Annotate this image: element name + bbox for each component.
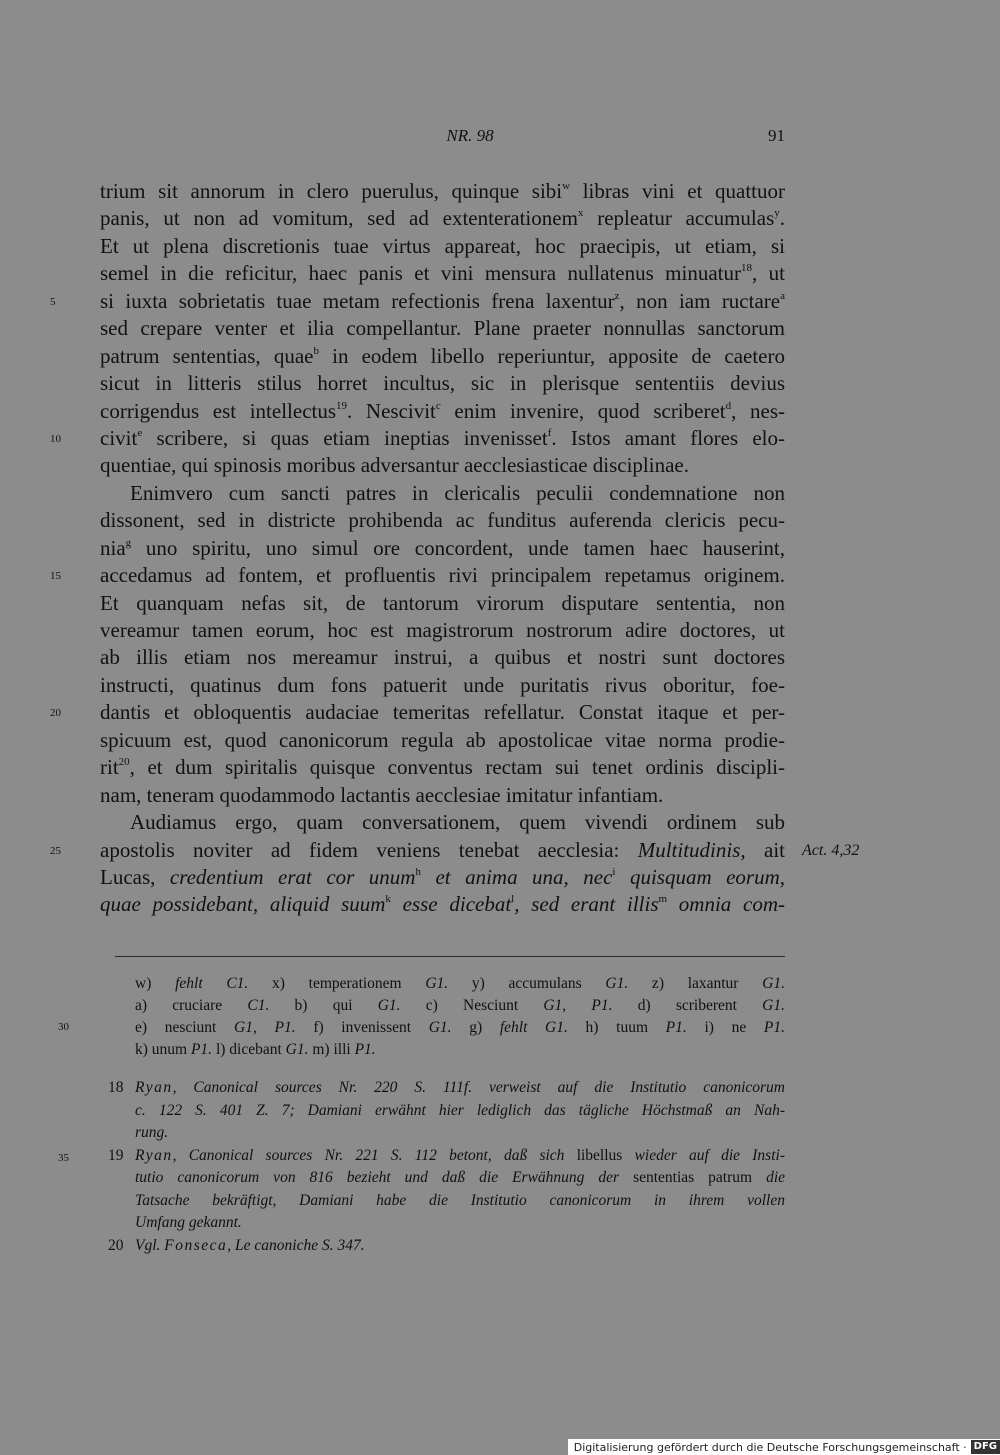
text-segment: G1. bbox=[428, 1019, 452, 1036]
text-segment: trium sit annorum in clero puerulus, quinque sibi bbox=[100, 179, 563, 203]
text-segment: Audiamus ergo, quam conversationem, quem vivendi ordinem sub bbox=[130, 810, 785, 835]
text-segment: dantis et obloquentis audaciae temeritas refellatur. Constat itaque et per- bbox=[100, 700, 785, 725]
text-segment: G1. bbox=[285, 1041, 309, 1058]
line-number: 5 bbox=[50, 295, 56, 308]
footnote-line bbox=[135, 1167, 785, 1189]
text-segment: , ut bbox=[752, 261, 785, 286]
text-segment: , et dum spiritalis quisque conventus rectam sui tenet ordinis discipli- bbox=[129, 755, 785, 780]
footer-text: Digitalisierung gefördert durch die Deutsche Forschungsgemeinschaft · bbox=[573, 1440, 967, 1454]
line-number: 35 bbox=[58, 1151, 69, 1164]
text-segment: patrum sententias, quae bbox=[100, 343, 314, 368]
footnote-line bbox=[135, 1190, 785, 1212]
apparatus-line bbox=[135, 995, 785, 1017]
line-number: 25 bbox=[50, 844, 61, 857]
text-segment: nia bbox=[100, 535, 126, 560]
text-line bbox=[100, 535, 785, 562]
text-segment: G1. bbox=[377, 997, 401, 1014]
text-segment: omnia com- bbox=[667, 892, 785, 917]
text-line bbox=[50, 562, 785, 589]
text-segment: , Canonical sources Nr. 220 S. 111f. verweist auf die Institutio canonicorum bbox=[172, 1079, 785, 1096]
text-segment: nam, teneram quodammodo lactantis aecclesiae imitatur infantiam. bbox=[100, 782, 664, 807]
text-segment: G1. bbox=[605, 975, 629, 992]
text-segment: e) nesciunt bbox=[135, 1019, 235, 1036]
text-segment: i) ne bbox=[686, 1019, 764, 1036]
text-segment: libras vini et quattuor bbox=[570, 179, 785, 203]
text-segment: . Istos amant flores elo- bbox=[551, 425, 785, 450]
note-marker: e bbox=[137, 426, 143, 439]
text-segment: quisquam eorum, bbox=[615, 864, 785, 889]
note-marker: z bbox=[614, 289, 620, 302]
text-segment: h) tuum bbox=[567, 1019, 666, 1036]
note-marker: i bbox=[612, 865, 616, 878]
text-segment: Fonseca bbox=[164, 1236, 228, 1254]
text-line bbox=[100, 782, 785, 809]
text-segment: Tatsache bekräftigt, Damiani habe die Institutio canonicorum in ihrem vollen bbox=[135, 1191, 785, 1209]
text-line bbox=[100, 727, 785, 754]
line-number: 30 bbox=[58, 1021, 69, 1033]
text-segment: tutio canonicorum von 816 bezieht und daß die Erwähnung der bbox=[135, 1169, 634, 1186]
text-segment: sicut in litteris stilus horret incultus, sic in plerisque sententiis devius bbox=[100, 371, 785, 396]
text-segment: panis, ut non ad vomitum, sed ad extenterationem bbox=[100, 206, 578, 231]
text-segment: sententias patrum bbox=[633, 1169, 753, 1186]
text-segment: semel in die reficitur, haec panis et vini mensura nullatenus minuatur bbox=[100, 261, 741, 286]
text-segment: instructi, quatinus dum fons patuerit unde puritatis rivus oboritur, foe- bbox=[100, 672, 785, 697]
text-segment: P1. bbox=[763, 1019, 785, 1036]
note-marker: 19 bbox=[336, 399, 348, 412]
footnote-number: 19 bbox=[108, 1146, 124, 1164]
text-segment: d) scriberent bbox=[612, 997, 763, 1014]
text-segment: x) temperationem bbox=[248, 975, 426, 992]
text-segment: Ryan bbox=[135, 1079, 173, 1096]
text-line bbox=[100, 205, 785, 232]
text-line bbox=[100, 644, 785, 671]
note-marker: h bbox=[415, 865, 421, 878]
text-segment: civit bbox=[100, 425, 138, 450]
page-number: 91 bbox=[768, 126, 785, 145]
text-segment: spicuum est, quod canonicorum regula ab apostolicae vitae norma prodie- bbox=[100, 727, 785, 752]
note-marker: 18 bbox=[741, 262, 752, 275]
margin-reference: Act. 4,32 bbox=[802, 841, 860, 859]
text-segment: k) unum bbox=[135, 1041, 191, 1058]
note-marker: a bbox=[780, 289, 785, 302]
text-segment: a) cruciare bbox=[135, 997, 248, 1014]
text-segment: , sed erant illis bbox=[514, 892, 659, 917]
text-segment: z) laxantur bbox=[628, 975, 763, 992]
text-segment: G1. bbox=[762, 975, 786, 992]
note-marker: c bbox=[435, 399, 441, 412]
text-line bbox=[100, 617, 785, 644]
text-segment: enim invenire, quod scriberet bbox=[440, 398, 726, 423]
note-marker: m bbox=[658, 893, 668, 906]
footnote-line bbox=[135, 1145, 785, 1167]
note-marker: d bbox=[725, 399, 732, 412]
line-number: 10 bbox=[50, 432, 61, 445]
text-line bbox=[100, 480, 785, 507]
text-segment: l) dicebant bbox=[212, 1041, 286, 1058]
text-segment: repleatur accumulas bbox=[583, 206, 775, 231]
text-segment: quae possidebant, aliquid suum bbox=[100, 892, 386, 917]
text-line bbox=[100, 590, 785, 617]
text-segment: w) bbox=[135, 975, 176, 992]
apparatus-line bbox=[135, 973, 785, 995]
footnote-number: 20 bbox=[108, 1236, 124, 1254]
text-segment: et anima una, nec bbox=[420, 864, 613, 889]
text-line bbox=[100, 809, 785, 836]
text-segment: sed crepare venter et ilia compellantur. Plane praeter nonnullas sanctorum bbox=[100, 316, 785, 341]
text-line bbox=[50, 425, 785, 452]
footnote-line bbox=[135, 1212, 785, 1234]
note-marker: f bbox=[547, 426, 552, 439]
text-segment: C1. bbox=[247, 997, 270, 1014]
text-segment: apostolis noviter ad fidem veniens tenebat aecclesia: bbox=[100, 837, 638, 862]
text-segment: . Nescivit bbox=[347, 398, 436, 423]
note-marker: b bbox=[313, 344, 319, 357]
apparatus-line bbox=[135, 1039, 785, 1061]
text-segment: libellus bbox=[576, 1146, 623, 1164]
text-segment: b) qui bbox=[269, 997, 378, 1014]
text-segment: , nes- bbox=[731, 398, 785, 423]
text-segment: c. 122 S. 401 Z. 7; Damiani erwähnt hier lediglich das tägliche Höchstmaß an Nah- bbox=[135, 1101, 785, 1119]
note-marker: 20 bbox=[118, 756, 130, 769]
text-segment: ait bbox=[745, 837, 785, 862]
text-line bbox=[100, 507, 785, 534]
text-segment: , Canonical sources Nr. 221 S. 112 betont, daß sich bbox=[172, 1146, 577, 1164]
text-line bbox=[50, 699, 785, 726]
text-segment: P1. bbox=[354, 1041, 376, 1058]
text-line bbox=[100, 398, 785, 425]
footnote-line bbox=[135, 1235, 785, 1257]
text-line bbox=[100, 672, 785, 699]
text-segment: c) Nesciunt bbox=[400, 997, 544, 1014]
note-marker: w bbox=[562, 180, 571, 192]
text-segment: G1. bbox=[425, 975, 449, 992]
text-segment: G1. bbox=[762, 997, 785, 1014]
text-segment: si iuxta sobrietatis tuae metam refectionis frena laxentur bbox=[100, 288, 615, 313]
digitization-footer bbox=[568, 1439, 1000, 1455]
text-line bbox=[100, 891, 785, 918]
running-head: NR. 98 bbox=[446, 126, 494, 145]
note-marker: g bbox=[125, 536, 132, 549]
text-segment: y) accumulans bbox=[448, 975, 606, 992]
text-line bbox=[50, 837, 860, 864]
text-line bbox=[100, 370, 785, 397]
text-segment: credentium erat cor unum bbox=[169, 864, 416, 889]
text-segment: g) bbox=[451, 1019, 500, 1036]
note-marker: k bbox=[385, 893, 391, 906]
text-segment: vereamur tamen eorum, hoc est magistrorum nostrorum adire doctores, ut bbox=[100, 618, 785, 642]
dfg-logo: DFG bbox=[971, 1440, 1000, 1454]
text-segment: corrigendus est intellectus bbox=[100, 398, 337, 423]
text-line bbox=[100, 260, 785, 287]
footnote-line bbox=[135, 1122, 785, 1144]
text-segment: Ryan bbox=[135, 1146, 173, 1164]
text-line bbox=[100, 315, 785, 342]
text-segment: dissonent, sed in districte prohibenda ac funditus auferenda clericis pecu- bbox=[100, 508, 785, 533]
text-segment: G1, P1. bbox=[234, 1019, 296, 1036]
text-segment: scribere, si quas etiam ineptias invenisset bbox=[142, 425, 548, 450]
footnote-separator bbox=[115, 956, 785, 957]
note-marker: y bbox=[774, 207, 780, 220]
text-segment: Vgl. bbox=[135, 1236, 165, 1254]
text-segment: uno spiritu, uno simul ore concordent, unde tamen haec hauserint, bbox=[131, 535, 785, 560]
text-segment: accedamus ad fontem, et profluentis rivi principalem repetamus originem. bbox=[100, 563, 785, 588]
text-segment: die bbox=[752, 1169, 786, 1186]
text-segment: P1. bbox=[190, 1041, 213, 1058]
text-segment: quentiae, qui spinosis moribus adversantur aecclesiasticae disciplinae. bbox=[100, 453, 689, 478]
text-segment: Multitudinis, bbox=[637, 837, 746, 862]
footnote-line bbox=[135, 1077, 785, 1099]
text-segment: fehlt C1. bbox=[175, 975, 249, 992]
text-segment: Umfang gekannt. bbox=[135, 1214, 242, 1231]
footnote-number: 18 bbox=[108, 1079, 124, 1096]
text-segment: . bbox=[779, 206, 785, 231]
note-marker: l bbox=[511, 893, 515, 906]
text-segment: f) invenissent bbox=[295, 1019, 429, 1036]
line-number: 20 bbox=[50, 707, 61, 720]
apparatus-line bbox=[135, 1017, 785, 1039]
text-segment: ab illis etiam nos mereamur instrui, a quibus et nostri sunt doctores bbox=[100, 645, 785, 670]
text-segment: Et quanquam nefas sit, de tantorum virorum disputare sententia, non bbox=[100, 590, 785, 615]
footnote-line bbox=[135, 1100, 785, 1122]
page-header bbox=[0, 126, 1000, 154]
main-text bbox=[50, 178, 860, 919]
text-line bbox=[100, 452, 785, 479]
text-segment: fehlt G1. bbox=[499, 1019, 568, 1036]
text-segment: m) illi bbox=[308, 1041, 355, 1058]
text-segment: G1, P1. bbox=[543, 997, 613, 1014]
text-segment: wieder auf die Insti- bbox=[622, 1146, 785, 1164]
text-line bbox=[50, 288, 785, 315]
text-line bbox=[100, 233, 785, 260]
line-number: 15 bbox=[50, 570, 61, 583]
text-segment: in eodem libello reperiuntur, apposite de caetero bbox=[318, 343, 785, 368]
text-segment: P1. bbox=[665, 1019, 687, 1036]
note-marker: x bbox=[577, 207, 584, 220]
text-line bbox=[100, 178, 785, 205]
text-segment: , non iam ructare bbox=[619, 288, 781, 313]
text-segment: Et ut plena discretionis tuae virtus appareat, hoc praecipis, ut etiam, si bbox=[100, 233, 785, 258]
text-segment: rung. bbox=[135, 1124, 169, 1141]
text-segment: rit bbox=[100, 755, 119, 780]
text-segment: Enimvero cum sancti patres in clericalis peculii condemnatione non bbox=[130, 480, 785, 505]
text-segment: Lucas, bbox=[100, 864, 170, 889]
text-line bbox=[100, 864, 785, 891]
text-line bbox=[100, 343, 785, 370]
text-line bbox=[100, 754, 785, 781]
text-segment: , Le canoniche S. 347. bbox=[227, 1236, 365, 1254]
text-segment: esse dicebat bbox=[390, 892, 512, 917]
